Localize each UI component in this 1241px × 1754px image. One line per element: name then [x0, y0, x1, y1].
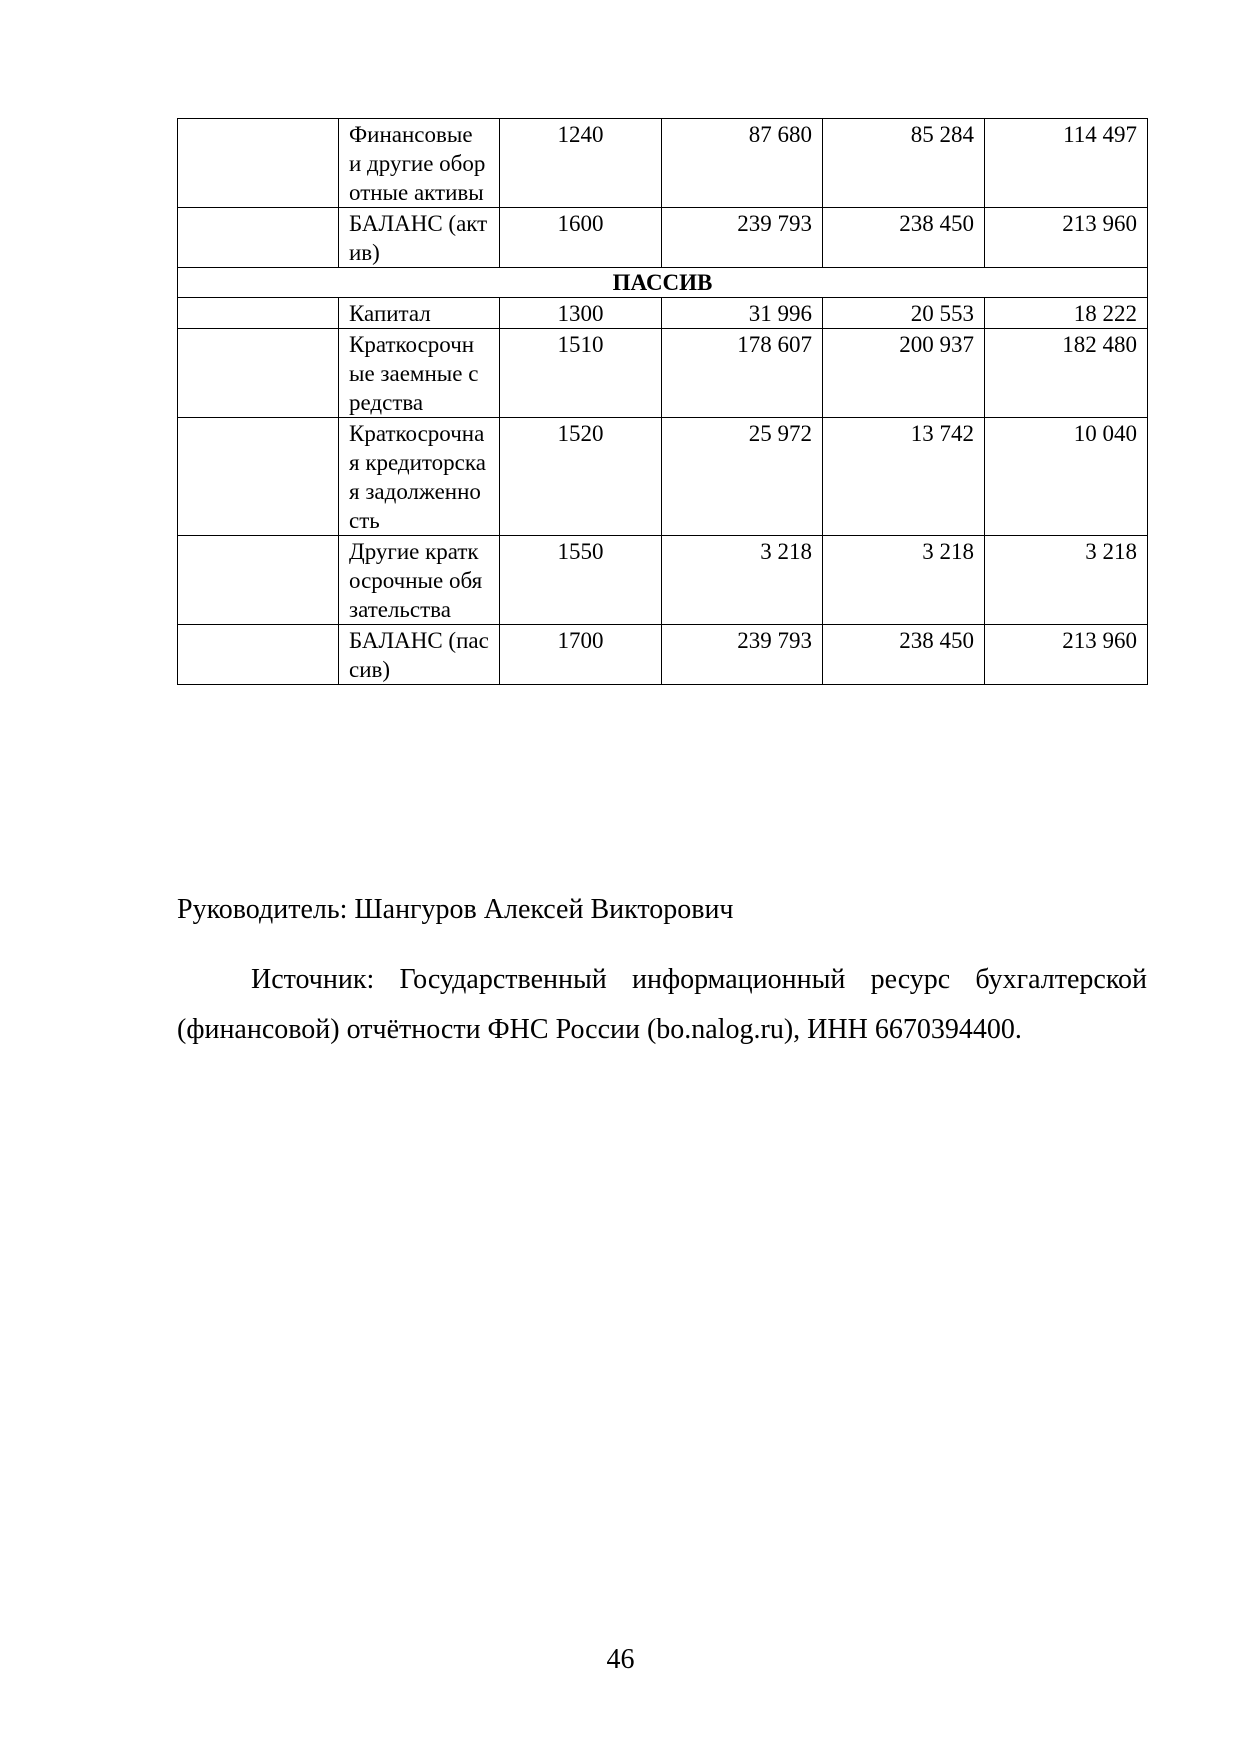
table-row — [178, 329, 1148, 418]
table-row — [178, 536, 1148, 625]
row-value-cell: 239 793 — [662, 625, 823, 685]
table-row — [178, 625, 1148, 685]
row-code-cell: 1240 — [500, 119, 662, 208]
row-name-cell: Капитал — [339, 298, 500, 329]
row-blank-cell — [178, 329, 339, 418]
row-value-cell: 87 680 — [662, 119, 823, 208]
row-blank-cell — [178, 208, 339, 268]
page-number: 46 — [606, 1644, 635, 1675]
table-row — [178, 208, 1148, 268]
row-value-cell: 31 996 — [662, 298, 823, 329]
section-header-row — [178, 268, 1148, 298]
row-value-cell: 213 960 — [985, 625, 1148, 685]
row-value-cell: 18 222 — [985, 298, 1148, 329]
balance-sheet-table — [177, 118, 1148, 685]
row-value-cell: 13 742 — [823, 418, 985, 536]
row-code-cell: 1550 — [500, 536, 662, 625]
row-value-cell: 239 793 — [662, 208, 823, 268]
row-blank-cell — [178, 536, 339, 625]
signer-line: Руководитель: Шангуров Алексей Викторович — [177, 894, 734, 925]
row-blank-cell — [178, 418, 339, 536]
row-name-cell: Финансовые и другие оборотные активы — [339, 119, 500, 208]
row-name-cell: Другие краткосрочные обязательства — [339, 536, 500, 625]
row-name-cell: БАЛАНС (актив) — [339, 208, 500, 268]
row-value-cell: 200 937 — [823, 329, 985, 418]
table-row — [178, 418, 1148, 536]
row-value-cell: 3 218 — [662, 536, 823, 625]
row-value-cell: 178 607 — [662, 329, 823, 418]
table-row — [178, 298, 1148, 329]
row-value-cell: 3 218 — [823, 536, 985, 625]
row-value-cell: 213 960 — [985, 208, 1148, 268]
row-value-cell: 238 450 — [823, 625, 985, 685]
row-blank-cell — [178, 298, 339, 329]
row-name-cell: Краткосрочные заемные средства — [339, 329, 500, 418]
row-value-cell: 182 480 — [985, 329, 1148, 418]
row-value-cell: 25 972 — [662, 418, 823, 536]
section-title: ПАССИВ — [178, 268, 1148, 298]
row-value-cell: 20 553 — [823, 298, 985, 329]
source-note: Источник: Государственный информационный ресурс бухгалтерской (финансовой) отчётности ФНС России (bo.nalog.ru), ИНН 6670394400. — [177, 964, 1147, 1045]
row-value-cell: 10 040 — [985, 418, 1148, 536]
row-code-cell: 1300 — [500, 298, 662, 329]
row-value-cell: 114 497 — [985, 119, 1148, 208]
row-code-cell: 1600 — [500, 208, 662, 268]
row-value-cell: 238 450 — [823, 208, 985, 268]
row-code-cell: 1700 — [500, 625, 662, 685]
table-row — [178, 119, 1148, 208]
row-code-cell: 1510 — [500, 329, 662, 418]
row-code-cell: 1520 — [500, 418, 662, 536]
row-value-cell: 85 284 — [823, 119, 985, 208]
row-name-cell: БАЛАНС (пассив) — [339, 625, 500, 685]
row-value-cell: 3 218 — [985, 536, 1148, 625]
row-name-cell: Краткосрочная кредиторская задолженность — [339, 418, 500, 536]
row-blank-cell — [178, 119, 339, 208]
row-blank-cell — [178, 625, 339, 685]
